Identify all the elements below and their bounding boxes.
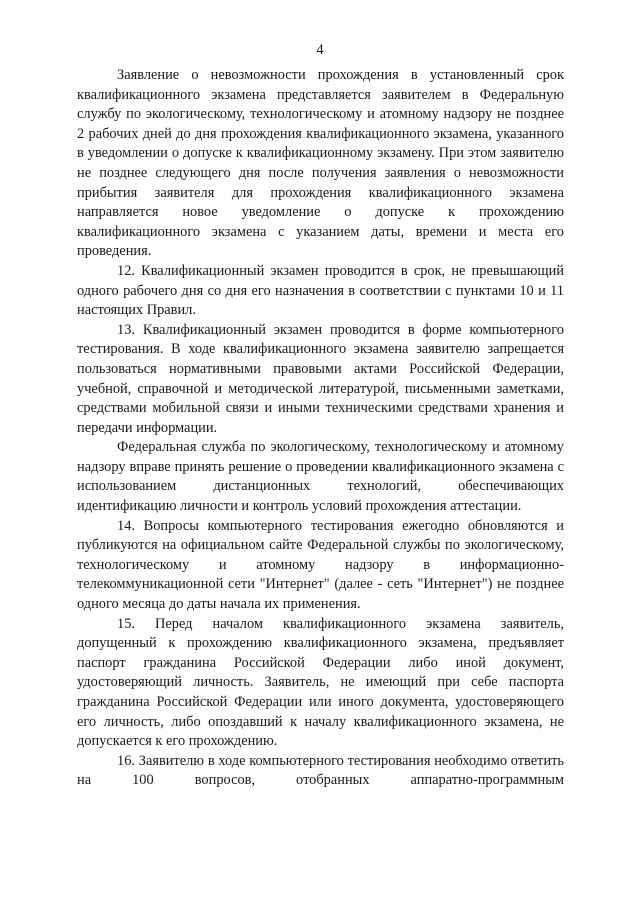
- paragraph-exam-postponement: Заявление о невозможности прохождения в установленный срок квалификационного экзамена представляется заявителем в Федеральную службу по экологическому, технологическому и атомному надзору не позднее 2 рабочих дней до дня прохождения квалификационного экзамена, указанного в уведомлении о допуске к квалификационному экзамену. При этом заявителю не позднее следующего дня после получения заявления о невозможности прибытия заявителя для прохождения квалификационного экзамена направляется новое уведомление о допуске к прохождению квалификационного экзамена с указанием даты, времени и места его проведения.: [77, 67, 564, 260]
- paragraph-13: 13. Квалификационный экзамен проводится в форме компьютерного тестирования. В ходе квалификационного экзамена заявителю запрещается пользоваться нормативными правовыми актами Российской Федерации, учебной, справочной и методической литературой, письменными заметками, средствами мобильной связи и иными техническими средствами хранения и передачи информации.: [77, 321, 564, 436]
- paragraph-15: 15. Перед началом квалификационного экзамена заявитель, допущенный к прохождению квалификационного экзамена, предъявляет паспорт гражданина Российской Федерации либо иной документ, удостоверяющий личность. Заявитель, не имеющий при себе паспорта гражданина Российской Федерации или иного документа, удостоверяющего его личность, либо опоздавший к началу квалификационного экзамена, не допускается к его прохождению.: [77, 615, 564, 750]
- paragraph-16: 16. Заявителю в ходе компьютерного тестирования необходимо ответить на 100 вопросов, отобранных аппаратно-программным: [77, 752, 564, 789]
- paragraph-14: 14. Вопросы компьютерного тестирования ежегодно обновляются и публикуются на официальном сайте Федеральной службы по экологическому, технологическому и атомному надзору в информационно-телекоммуникационной сети "Интернет" (далее - сеть "Интернет") не позднее одного месяца до даты начала их применения.: [77, 517, 564, 613]
- document-body: [77, 66, 564, 791]
- paragraph-12: 12. Квалификационный экзамен проводится в срок, не превышающий одного рабочего дня со дня его назначения в соответствии с пунктами 10 и 11 настоящих Правил.: [77, 262, 564, 319]
- page-number: 4: [316, 42, 324, 58]
- paragraph-13-remote-exam: Федеральная служба по экологическому, технологическому и атомному надзору вправе принять решение о проведении квалификационного экзамена с использованием дистанционных технологий, обеспечивающих идентификацию личности и контроль условий прохождения аттестации.: [77, 439, 564, 515]
